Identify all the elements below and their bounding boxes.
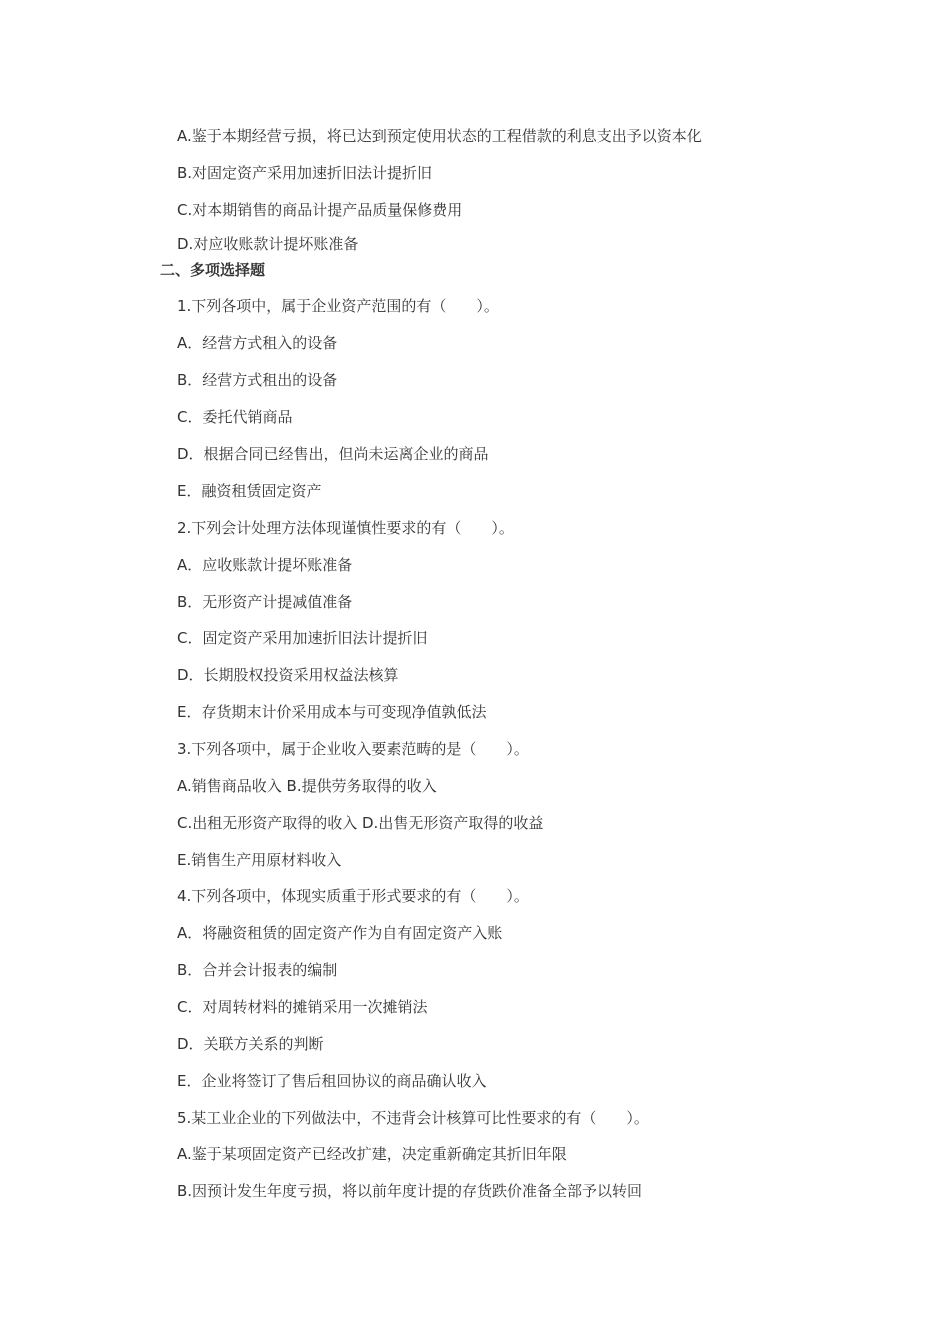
- question-2-option-a: A．应收账款计提坏账准备: [177, 556, 353, 574]
- question-3-option-e: E.销售生产用原材料收入: [177, 851, 342, 869]
- question-4-stem: 4.下列各项中，体现实质重于形式要求的有（ ）。: [177, 887, 529, 905]
- question-4-option-e: E．企业将签订了售后租回协议的商品确认收入: [177, 1072, 487, 1090]
- question-1-option-e: E．融资租赁固定资产: [177, 482, 322, 500]
- question-2-option-e: E．存货期末计价采用成本与可变现净值孰低法: [177, 703, 487, 721]
- question-2-option-b: B．无形资产计提减值准备: [177, 593, 353, 611]
- question-4-option-a: A．将融资租赁的固定资产作为自有固定资产入账: [177, 924, 503, 942]
- question-1-stem: 1.下列各项中，属于企业资产范围的有（ ）。: [177, 297, 499, 315]
- question-3-stem: 3.下列各项中，属于企业收入要素范畴的是（ ）。: [177, 740, 529, 758]
- question-2-option-c: C．固定资产采用加速折旧法计提折旧: [177, 629, 428, 647]
- question-1-option-c: C．委托代销商品: [177, 408, 293, 426]
- question-5-option-a: A.鉴于某项固定资产已经改扩建，决定重新确定其折旧年限: [177, 1145, 567, 1163]
- prev-option-b: B.对固定资产采用加速折旧法计提折旧: [177, 164, 433, 182]
- question-5-option-b: B.因预计发生年度亏损，将以前年度计提的存货跌价准备全部予以转回: [177, 1182, 643, 1200]
- question-1-option-b: B．经营方式租出的设备: [177, 371, 338, 389]
- question-3-option-cd: C.出租无形资产取得的收入 D.出售无形资产取得的收益: [177, 814, 544, 832]
- question-2-option-d: D．长期股权投资采用权益法核算: [177, 666, 399, 684]
- question-5-stem: 5.某工业企业的下列做法中，不违背会计核算可比性要求的有（ ）。: [177, 1109, 649, 1127]
- question-1-option-d: D．根据合同已经售出，但尚未运离企业的商品: [177, 445, 489, 463]
- question-4-option-d: D．关联方关系的判断: [177, 1035, 324, 1053]
- prev-option-c: C.对本期销售的商品计提产品质量保修费用: [177, 201, 463, 219]
- question-4-option-c: C．对周转材料的摊销采用一次摊销法: [177, 998, 428, 1016]
- question-2-stem: 2.下列会计处理方法体现谨慎性要求的有（ ）。: [177, 519, 514, 537]
- question-1-option-a: A．经营方式租入的设备: [177, 334, 338, 352]
- question-4-option-b: B．合并会计报表的编制: [177, 961, 338, 979]
- prev-option-d: D.对应收账款计提坏账准备: [177, 235, 359, 253]
- section-title: 二、多项选择题: [160, 261, 266, 279]
- prev-option-a: A.鉴于本期经营亏损，将已达到预定使用状态的工程借款的利息支出予以资本化: [177, 127, 702, 145]
- question-3-option-ab: A.销售商品收入 B.提供劳务取得的收入: [177, 777, 437, 795]
